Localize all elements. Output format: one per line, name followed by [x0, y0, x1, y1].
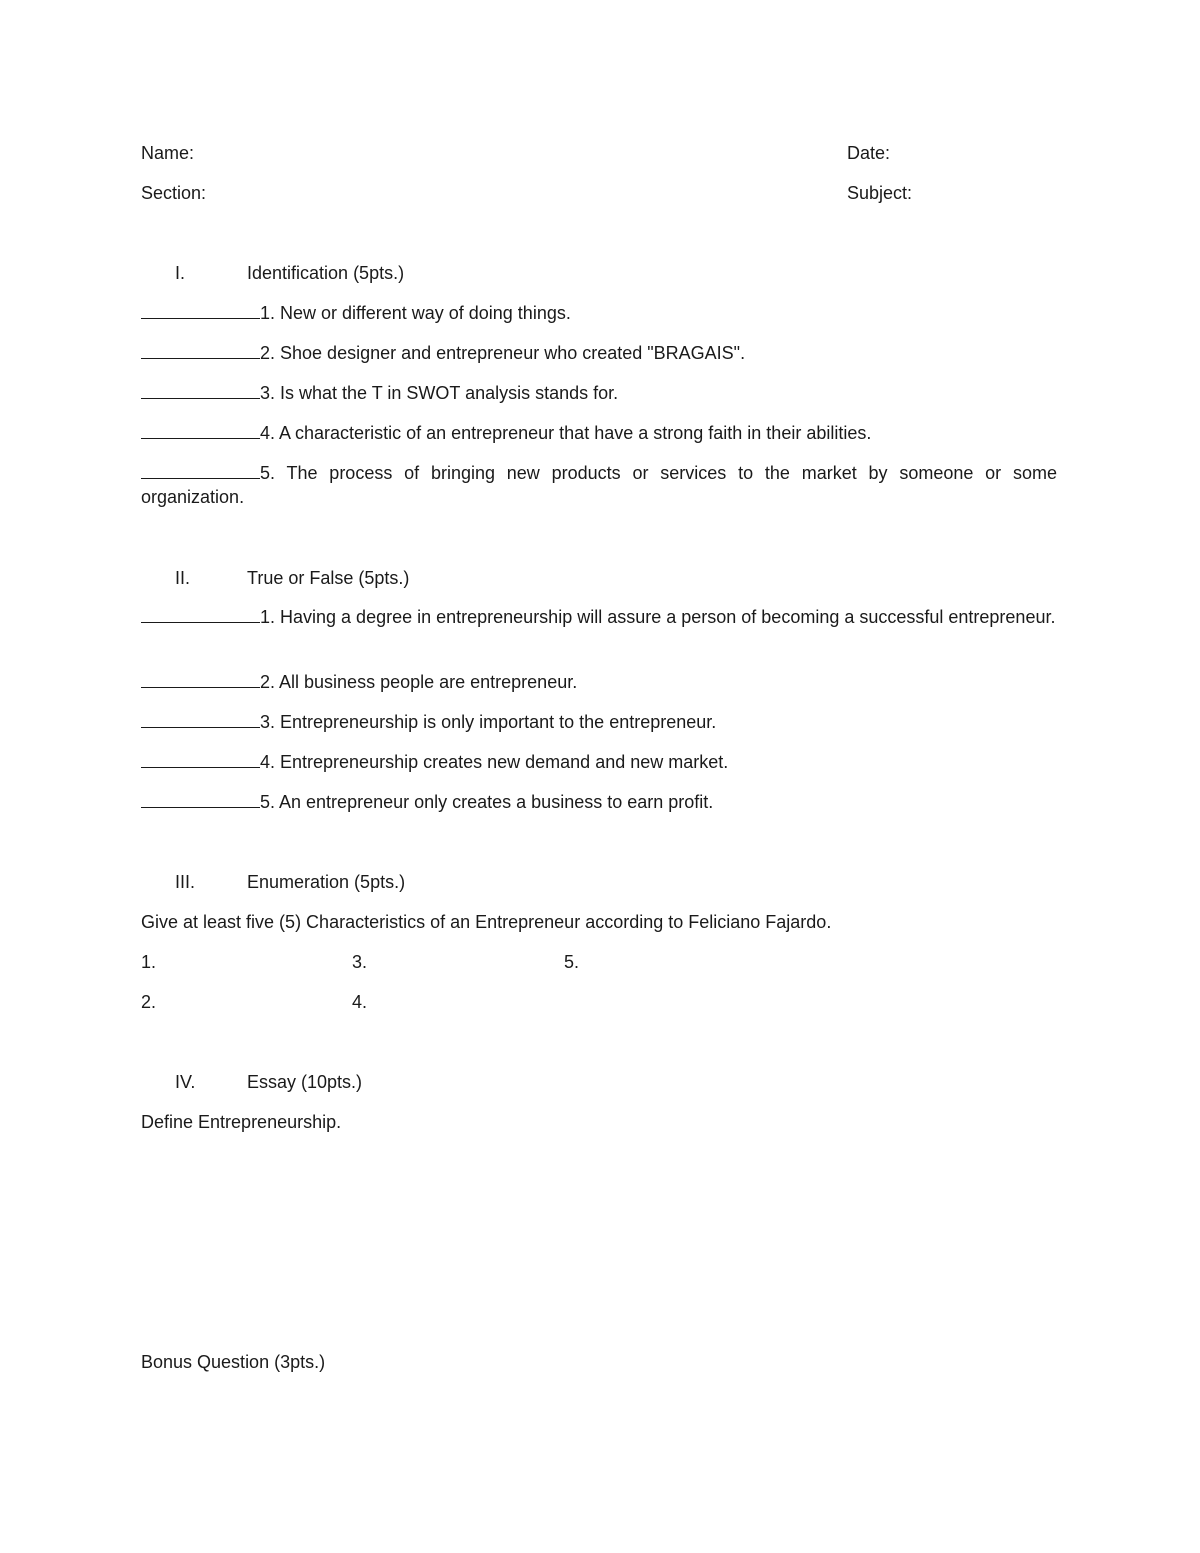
name-label: Name: — [141, 143, 195, 163]
part3-title: Enumeration (5pts.) — [247, 872, 406, 892]
part1-item-4: 4. A characteristic of an entrepreneur that have a strong faith in their abilities. — [141, 421, 1057, 445]
answer-blank[interactable] — [141, 302, 260, 319]
answer-blank[interactable] — [141, 382, 260, 399]
part2-numeral: II. — [175, 568, 191, 588]
bonus-title: Bonus Question (3pts.) — [141, 1352, 326, 1372]
part2-item-1: 1. Having a degree in entrepreneurship will assure a person of becoming a successful entrepreneur. — [141, 605, 1057, 629]
part4-instruction: Define Entrepreneurship. — [141, 1112, 342, 1132]
answer-blank[interactable] — [141, 751, 260, 768]
answer-blank[interactable] — [141, 711, 260, 728]
part1-item-1: 1. New or different way of doing things. — [141, 301, 1057, 325]
part1-item-5: 5. The process of bringing new products or services to the market by someone or some organization. — [141, 463, 1057, 507]
answer-blank[interactable] — [141, 791, 260, 808]
answer-blank[interactable] — [141, 422, 260, 439]
answer-blank[interactable] — [141, 671, 260, 688]
enum-number-2: 2. — [141, 992, 157, 1012]
answer-blank[interactable] — [141, 462, 260, 479]
part1-numeral: I. — [175, 263, 186, 283]
part2-item-4: 4. Entrepreneurship creates new demand and new market. — [141, 750, 1057, 774]
section-label: Section: — [141, 183, 207, 203]
part1-title: Identification (5pts.) — [247, 263, 405, 283]
part4-title: Essay (10pts.) — [247, 1072, 363, 1092]
answer-blank[interactable] — [141, 342, 260, 359]
enum-number-5: 5. — [564, 952, 580, 972]
enum-number-1: 1. — [141, 952, 157, 972]
part2-item-2: 2. All business people are entrepreneur. — [141, 670, 1057, 694]
part3-instruction: Give at least five (5) Characteristics of an Entrepreneur according to Feliciano Fajardo. — [141, 912, 832, 932]
part3-numeral: III. — [175, 872, 196, 892]
part4-numeral: IV. — [175, 1072, 196, 1092]
enum-number-4: 4. — [352, 992, 368, 1012]
part1-item-3: 3. Is what the T in SWOT analysis stands for. — [141, 381, 1057, 405]
answer-blank[interactable] — [141, 606, 260, 623]
part2-title: True or False (5pts.) — [247, 568, 410, 588]
part1-item-2: 2. Shoe designer and entrepreneur who created "BRAGAIS". — [141, 341, 1057, 365]
enum-number-3: 3. — [352, 952, 368, 972]
subject-label: Subject: — [847, 183, 913, 203]
part2-item-3: 3. Entrepreneurship is only important to the entrepreneur. — [141, 710, 1057, 734]
date-label: Date: — [847, 143, 891, 163]
part2-item-5: 5. An entrepreneur only creates a business to earn profit. — [141, 790, 1057, 814]
